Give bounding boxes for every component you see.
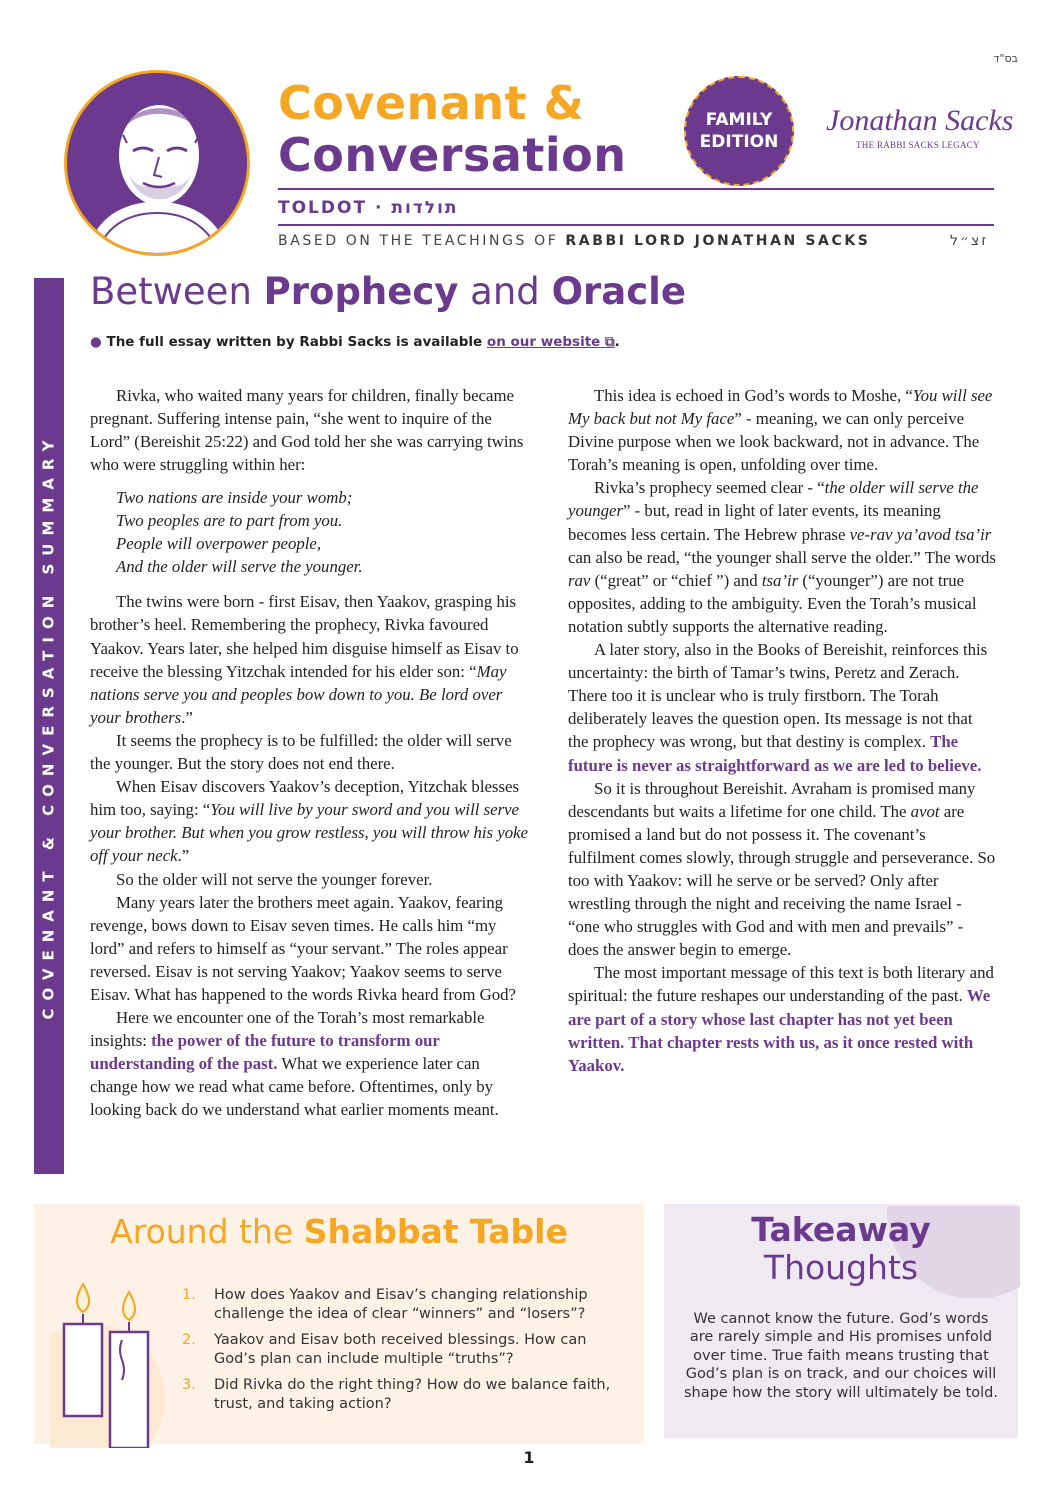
parasha-name: TOLDOT · תולדות bbox=[278, 198, 459, 218]
website-link-label: on our website bbox=[486, 334, 601, 350]
quote-run: You will see My back but not My face bbox=[568, 386, 993, 429]
question-text: Yaakov and Eisav both received blessings. How can God’s plan can include multiple “truths”? bbox=[214, 1332, 587, 1367]
poem-line: And the older will serve the younger. bbox=[116, 557, 363, 577]
zatsal-mark: זצ״ל bbox=[950, 233, 989, 249]
question-item bbox=[182, 1286, 632, 1324]
page-number: 1 bbox=[523, 1448, 535, 1467]
text-run: The most important message of this text is both literary and spiritual: the future reshapes our understanding of the past. bbox=[568, 963, 994, 1006]
title-bold: Shabbat Table bbox=[303, 1212, 568, 1251]
poem-line: Two nations are inside your womb; bbox=[116, 488, 353, 508]
quote-run: ve-rav ya’avod tsa’ir bbox=[849, 524, 992, 544]
quote-run: May nations serve you and peoples bow down to you. Be lord over your brothers bbox=[90, 661, 507, 727]
paragraph bbox=[568, 638, 996, 777]
paragraph: Many years later the brothers meet again. Yaakov, fearing revenge, bows down to Eisav seven times. He calls him “my lord” and refers to himself as “your servant.” The roles appear reversed. Eisav is not serving Yaakov; Yaakov seems to serve Eisav. What has happened to the words Rivka heard from God? bbox=[90, 892, 516, 1004]
highlight-run: the power of the future to transform our understanding of the past. bbox=[90, 1031, 440, 1074]
takeaway-title-bold: Takeaway bbox=[751, 1210, 931, 1249]
paragraph bbox=[90, 1006, 530, 1121]
paragraph bbox=[568, 961, 996, 1076]
sidebar-label: COVENANT & CONVERSATION SUMMARY bbox=[40, 432, 58, 1020]
paragraph bbox=[568, 476, 996, 638]
signature-logo: Jonathan Sacks bbox=[826, 104, 1014, 137]
paragraph: Rivka, who waited many years for children, finally became pregnant. Suffering intense pain, “she went to inquire of the Lord” (Bereishit 25:22) and God told her she was carrying twins who were struggling within her: bbox=[90, 386, 524, 475]
rabbi-portrait bbox=[64, 70, 250, 256]
based-name: RABBI LORD JONATHAN SACKS bbox=[565, 233, 871, 249]
headline-bold-oracle: Oracle bbox=[551, 270, 686, 313]
question-number: 2. bbox=[182, 1332, 196, 1348]
based-on-line bbox=[278, 233, 870, 249]
quote-run: the older will serve the younger bbox=[568, 478, 979, 521]
bullet-icon: ● bbox=[90, 334, 102, 350]
highlight-run: The future is never as straightforward as we are led to believe. bbox=[568, 732, 982, 775]
candles-icon bbox=[50, 1268, 180, 1448]
paragraph bbox=[90, 590, 530, 729]
poem-line: Two peoples are to part from you. bbox=[116, 511, 343, 531]
sidebar-label-wrap bbox=[34, 278, 64, 1174]
question-item bbox=[182, 1376, 632, 1414]
badge-line2: EDITION bbox=[699, 132, 779, 152]
paragraph: It seems the prophecy is to be fulfilled: the older will serve the younger. But the story does not end there. bbox=[90, 730, 512, 774]
discussion-questions bbox=[182, 1286, 632, 1421]
text-run: So it is throughout Bereishit. Avraham is promised many descendants but waits a lifetime for one child. The bbox=[568, 778, 976, 821]
paragraph bbox=[90, 775, 530, 867]
question-item bbox=[182, 1331, 632, 1369]
header-rule-top bbox=[278, 188, 994, 190]
badge-line1: FAMILY bbox=[705, 110, 773, 130]
question-number: 1. bbox=[182, 1287, 196, 1303]
quote-run: tsa’ir bbox=[761, 570, 799, 590]
text-run: The twins were born - first Eisav, then Yaakov, grasping his brother’s heel. Remembering the prophecy, Rivka favoured Yaakov. Years later, she helped him disguise himself as Eisav to receive the blessing Yitzchak intended for his elder son: “ bbox=[90, 592, 519, 681]
paragraph bbox=[568, 777, 996, 962]
text-run: can also be read, “the younger shall serve the older.” The words bbox=[568, 547, 996, 567]
headline-bold-prophecy: Prophecy bbox=[263, 270, 459, 313]
question-text: Did Rivka do the right thing? How do we balance faith, trust, and taking action? bbox=[214, 1377, 611, 1412]
text-run: This idea is echoed in God’s words to Moshe, “ bbox=[594, 386, 913, 405]
quote-run: rav bbox=[568, 570, 591, 590]
text-run: ” - but, read in light of later events, its meaning becomes less certain. The Hebrew phrase bbox=[568, 501, 941, 544]
text-run: What we experience later can change how we read what came before. Oftentimes, only by looking back do we understand what earlier moments meant. bbox=[90, 1054, 499, 1120]
article-column-right bbox=[568, 384, 996, 1077]
family-edition-badge bbox=[684, 76, 794, 186]
bsd-mark: בס"ד bbox=[993, 52, 1018, 65]
based-prefix: BASED ON THE TEACHINGS OF bbox=[278, 233, 559, 249]
paragraph bbox=[568, 384, 996, 476]
quote-run: You will live by your sword and you will serve your brother. But when you grow restless, you will throw his yoke off your neck bbox=[90, 800, 528, 866]
text-run: Rivka’s prophecy seemed clear - “ bbox=[594, 478, 825, 498]
paragraph: So the older will not serve the younger forever. bbox=[116, 869, 433, 889]
title-part: Around the bbox=[110, 1212, 304, 1251]
text-run: are promised a land but do not possess it. The covenant’s fulfilment comes slowly, through struggle and perseverance. So too with Yaakov: will he serve or be served? Only after wrestling through the night and receiving the name Israel - “one who struggles with God and with men and prevails” - does the answer begin to emerge. bbox=[568, 801, 996, 960]
takeaway-title: Thoughts bbox=[763, 1248, 919, 1287]
legacy-label: THE RABBI SACKS LEGACY bbox=[856, 140, 980, 150]
text-run: Here we encounter one of the Torah’s most remarkable insights: bbox=[90, 1008, 485, 1051]
masthead-title-line1: Covenant & bbox=[278, 76, 585, 130]
note-text: The full essay written by Rabbi Sacks is available bbox=[106, 334, 487, 350]
question-text: How does Yaakov and Eisav’s changing relationship challenge the idea of clear “winners” and “losers”? bbox=[214, 1287, 588, 1322]
text-run: ” - meaning, we can only perceive Divine purpose when we look backward, not in advance. The Torah’s meaning is open, unfolding over time. bbox=[568, 409, 980, 475]
article-column-left bbox=[90, 384, 530, 1122]
external-link-icon: ⧉ bbox=[605, 334, 615, 350]
headline-part: and bbox=[458, 270, 552, 313]
header-rule-bottom bbox=[278, 224, 994, 226]
poem-line: People will overpower people, bbox=[116, 534, 322, 554]
website-link[interactable] bbox=[487, 334, 615, 350]
takeaway-text: We cannot know the future. God’s words are rarely simple and His promises unfold over time. True faith means trusting that God’s plan is on track, and our choices will shape how the story will ultimately be told. bbox=[683, 1311, 998, 1401]
question-number: 3. bbox=[182, 1377, 196, 1393]
text-run: When Eisav discovers Yaakov’s deception, Yitzchak blesses him too, saying: “ bbox=[90, 777, 519, 820]
text-run: A later story, also in the Books of Bereishit, reinforces this uncertainty: the birth of Tamar’s twins, Peretz and Zerach. There too it is unclear who is truly firstborn. The Torah deliberately leaves the question open. Its message is not that the prophecy was wrong, but that destiny is complex. bbox=[568, 640, 988, 752]
text-run: (“great” or “chief ”) and bbox=[590, 570, 762, 590]
portrait-illustration-icon bbox=[67, 73, 247, 253]
article-headline bbox=[90, 270, 686, 313]
text-run: (“younger”) are not true opposites, adding to the ambiguity. Even the Torah’s musical notation subtly supports the alternative reading. bbox=[568, 570, 977, 636]
prophecy-poem bbox=[116, 486, 530, 578]
text-run: .” bbox=[177, 846, 190, 866]
quote-run: avot bbox=[910, 801, 940, 821]
highlight-run: We are part of a story whose last chapter has not yet been written. That chapter rests with us, as it once rested with Yaakov. bbox=[568, 986, 991, 1075]
masthead-title-line2: Conversation bbox=[278, 128, 627, 182]
headline-part: Between bbox=[90, 270, 264, 313]
text-run: .” bbox=[181, 707, 193, 727]
full-essay-note: ● The full essay written by Rabbi Sacks is available on our website ⧉. bbox=[90, 334, 620, 350]
shabbat-table-title bbox=[34, 1212, 644, 1251]
